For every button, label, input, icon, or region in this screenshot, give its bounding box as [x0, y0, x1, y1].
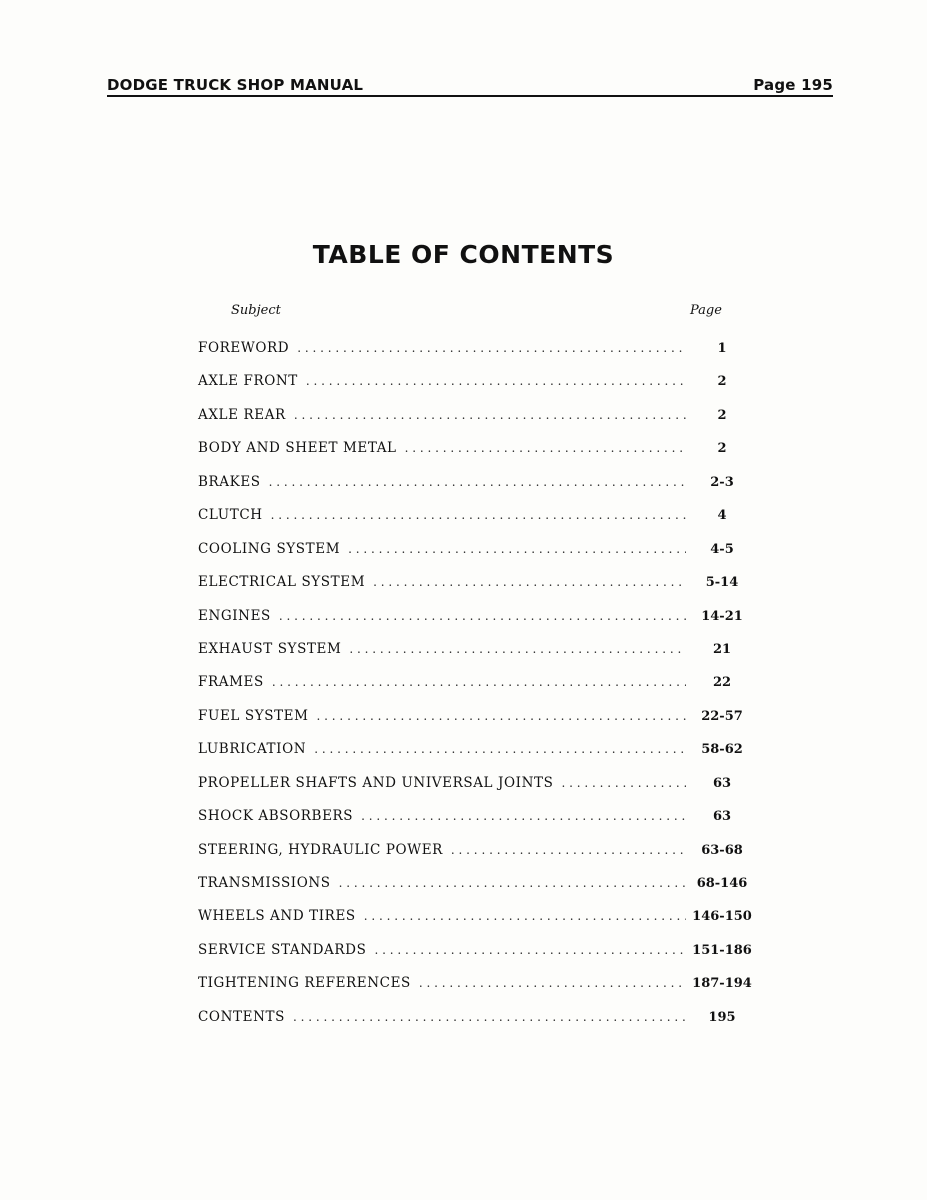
dot-leader [293, 1010, 686, 1024]
toc-entry [198, 1009, 758, 1042]
toc-subject: AXLE REAR [198, 406, 286, 423]
toc-subject: TIGHTENING REFERENCES [198, 975, 411, 992]
toc-entry [198, 574, 758, 607]
toc-subject: FOREWORD [198, 340, 290, 356]
toc-subject: FUEL SYSTEM [198, 707, 309, 724]
toc-page: 2-3 [710, 474, 734, 490]
toc-subject: BODY AND SHEET METAL [198, 440, 397, 457]
dot-leader [272, 675, 686, 689]
dot-leader [419, 976, 686, 990]
toc-entry [198, 340, 758, 373]
dot-leader [314, 742, 686, 756]
toc-subject: SERVICE STANDARDS [198, 941, 367, 958]
dot-leader [373, 575, 686, 589]
toc-entry [198, 541, 758, 574]
toc-entry [198, 808, 758, 841]
dot-leader [306, 374, 686, 388]
toc-entry [198, 741, 758, 774]
toc-subject: ENGINES [198, 607, 271, 624]
toc-entry [198, 507, 758, 540]
toc-subject: COOLING SYSTEM [198, 540, 341, 557]
dot-leader [349, 642, 686, 656]
dot-leader [561, 776, 686, 790]
dot-leader [405, 441, 686, 455]
dot-leader [294, 408, 686, 422]
page-number: Page 195 [753, 76, 833, 94]
toc-page: 63 [712, 809, 732, 825]
toc-page: 2 [717, 441, 727, 457]
dot-leader [297, 341, 686, 355]
toc-page: 2 [717, 374, 727, 390]
running-header [107, 70, 833, 94]
toc-entry [198, 908, 758, 941]
toc-page: 22-57 [701, 708, 743, 724]
toc-entry [198, 775, 758, 808]
toc-subject: WHEELS AND TIRES [198, 908, 356, 925]
toc-subject: LUBRICATION [198, 741, 307, 758]
toc-page: 146-150 [692, 909, 752, 925]
toc-page: 187-194 [692, 976, 752, 992]
dot-leader [374, 943, 686, 957]
toc-subject: ELECTRICAL SYSTEM [198, 574, 366, 591]
toc-entry [198, 875, 758, 908]
toc-page: 1 [717, 341, 727, 356]
toc-entry [198, 942, 758, 975]
dot-leader [361, 809, 686, 823]
toc-entry [198, 373, 758, 406]
header-rule [107, 95, 833, 97]
toc-page: 21 [712, 641, 732, 657]
toc-subject: CLUTCH [198, 507, 263, 524]
toc-subject: TRANSMISSIONS [198, 875, 331, 891]
toc-subject: BRAKES [198, 473, 261, 490]
toc-entry [198, 407, 758, 440]
dot-leader [271, 508, 686, 522]
toc-entry [198, 975, 758, 1008]
toc-page: 2 [717, 407, 727, 423]
toc-subject: PROPELLER SHAFTS AND UNIVERSAL JOINTS [198, 774, 554, 791]
toc-entry [198, 608, 758, 641]
toc-page: 4-5 [710, 541, 734, 557]
toc-page: 4 [717, 508, 727, 524]
dot-leader [279, 609, 686, 623]
toc-entry [198, 842, 758, 875]
toc-entry [198, 440, 758, 473]
dot-leader [348, 542, 686, 556]
dot-leader [339, 876, 686, 890]
toc-subject: EXHAUST SYSTEM [198, 640, 342, 657]
toc-page: 5-14 [705, 575, 739, 591]
dot-leader [317, 709, 686, 723]
toc-entry [198, 708, 758, 741]
toc-page: 58-62 [701, 742, 743, 758]
toc-subject: AXLE FRONT [198, 373, 298, 390]
toc-list [198, 340, 758, 1042]
toc-entry [198, 474, 758, 507]
toc-page: 22 [712, 675, 732, 691]
page-title: TABLE OF CONTENTS [312, 240, 615, 269]
toc-page: 63-68 [701, 842, 743, 858]
toc-subject: FRAMES [198, 674, 264, 691]
toc-subject: CONTENTS [198, 1008, 285, 1025]
dot-leader [451, 843, 686, 857]
toc-page: 151-186 [692, 942, 752, 958]
toc-page: 195 [708, 1009, 736, 1025]
toc-page: 63 [712, 775, 732, 791]
toc-entry [198, 674, 758, 707]
manual-title: DODGE TRUCK SHOP MANUAL [107, 76, 364, 94]
toc-entry [198, 641, 758, 674]
toc-page: 14-21 [701, 608, 743, 624]
page-column-header: Page [690, 303, 722, 318]
dot-leader [269, 475, 686, 489]
toc-subject: STEERING, HYDRAULIC POWER [198, 841, 443, 858]
toc-page: 68-146 [696, 876, 748, 891]
subject-column-header: Subject [231, 303, 281, 318]
toc-subject: SHOCK ABSORBERS [198, 808, 354, 825]
dot-leader [364, 909, 686, 923]
